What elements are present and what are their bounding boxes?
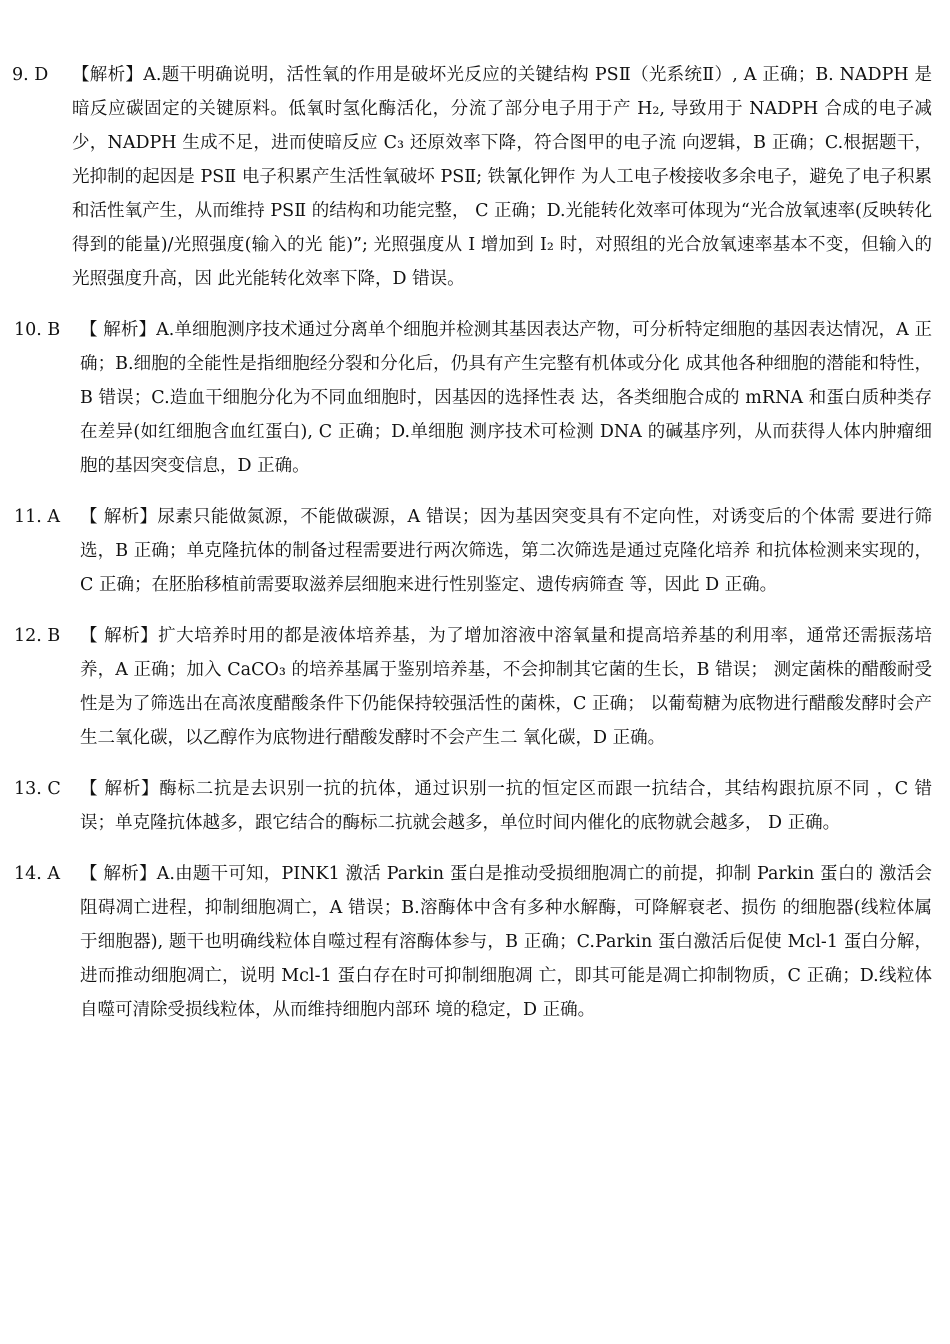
question-number: 9. D	[12, 65, 49, 85]
answer-item-9	[0, 58, 950, 296]
question-number: 11. A	[14, 507, 61, 527]
explanation-text: 【 解析】扩大培养时用的都是液体培养基，为了增加溶液中溶氧量和提高培养基的利用率，通常还需振荡培养，A 正确；加入 CaCO₃ 的培养基属于鉴别培养基，不会抑制其它菌的生长，B 错误； 测定菌株的醋酸耐受性是为了筛选出在高浓度醋酸条件下仍能保持较强活性的菌株，C 正确； 以葡萄糖为底物进行醋酸发酵时会产生二氧化碳，以乙醇作为底物进行醋酸发酵时不会产生二 氧化碳，D 正确。	[80, 626, 932, 748]
question-number: 10. B	[14, 320, 61, 340]
answer-item-14	[0, 857, 950, 1027]
explanation-text: 【解析】A.题干明确说明，活性氧的作用是破坏光反应的关键结构 PSⅡ（光系统Ⅱ）, A 正确；B. NADPH 是暗反应碳固定的关键原料。低氧时氢化酶活化，分流了部分电子用于产 H₂, 导致用于 NADPH 合成的电子减少，NADPH 生成不足，进而使暗反应 C₃ 还原效率下降，符合图甲的电子流 向逻辑，B 正确；C.根据题干，光抑制的起因是 PSⅡ 电子积累产生活性氧破坏 PSⅡ; 铁氰化钾作 为人工电子梭接收多余电子，避免了电子积累和活性氧产生，从而维持 PSⅡ 的结构和功能完整， C 正确；D.光能转化效率可体现为“光合放氧速率(反映转化得到的能量)/光照强度(输入的光 能)”; 光照强度从 I 增加到 I₂ 时，对照组的光合放氧速率基本不变，但输入的光照强度升高，因 此光能转化效率下降，D 错误。	[72, 65, 932, 289]
answer-item-11	[0, 500, 950, 602]
explanation-text: 【 解析】A.由题干可知，PINK1 激活 Parkin 蛋白是推动受损细胞凋亡的前提，抑制 Parkin 蛋白的 激活会阻碍凋亡进程，抑制细胞凋亡，A 错误；B.溶酶体中含有多种水解酶，可降解衰老、损伤 的细胞器(线粒体属于细胞器), 题干也明确线粒体自噬过程有溶酶体参与，B 正确；C.Parkin 蛋白激活后促使 Mcl-1 蛋白分解，进而推动细胞凋亡，说明 Mcl-1 蛋白存在时可抑制细胞凋 亡，即其可能是凋亡抑制物质，C 正确；D.线粒体自噬可清除受损线粒体，从而维持细胞内部环 境的稳定，D 正确。	[80, 864, 932, 1020]
explanation-text: 【 解析】尿素只能做氮源，不能做碳源，A 错误；因为基因突变具有不定向性，对诱变后的个体需 要进行筛选，B 正确；单克隆抗体的制备过程需要进行两次筛选，第二次筛选是通过克隆化培养 和抗体检测来实现的，C 正确；在胚胎移植前需要取滋养层细胞来进行性别鉴定、遗传病筛查 等，因此 D 正确。	[80, 507, 932, 595]
question-number: 12. B	[14, 626, 61, 646]
explanation-text: 【 解析】酶标二抗是去识别一抗的抗体，通过识别一抗的恒定区而跟一抗结合，其结构跟抗原不同 ，C 错误；单克隆抗体越多，跟它结合的酶标二抗就会越多，单位时间内催化的底物就会越多， D 正确。	[80, 779, 932, 833]
answer-item-12	[0, 619, 950, 755]
answer-item-10	[0, 313, 950, 483]
question-number: 14. A	[14, 864, 61, 884]
answer-explanations	[0, 58, 950, 1044]
answer-item-13	[0, 772, 950, 840]
question-number: 13. C	[14, 779, 61, 799]
explanation-text: 【 解析】A.单细胞测序技术通过分离单个细胞并检测其基因表达产物，可分析特定细胞的基因表达情况，A 正确；B.细胞的全能性是指细胞经分裂和分化后，仍具有产生完整有机体或分化 成其他各种细胞的潜能和特性，B 错误；C.造血干细胞分化为不同血细胞时，因基因的选择性表 达，各类细胞合成的 mRNA 和蛋白质种类存在差异(如红细胞含血红蛋白), C 正确；D.单细胞 测序技术可检测 DNA 的碱基序列，从而获得人体内肿瘤细胞的基因突变信息，D 正确。	[80, 320, 932, 476]
